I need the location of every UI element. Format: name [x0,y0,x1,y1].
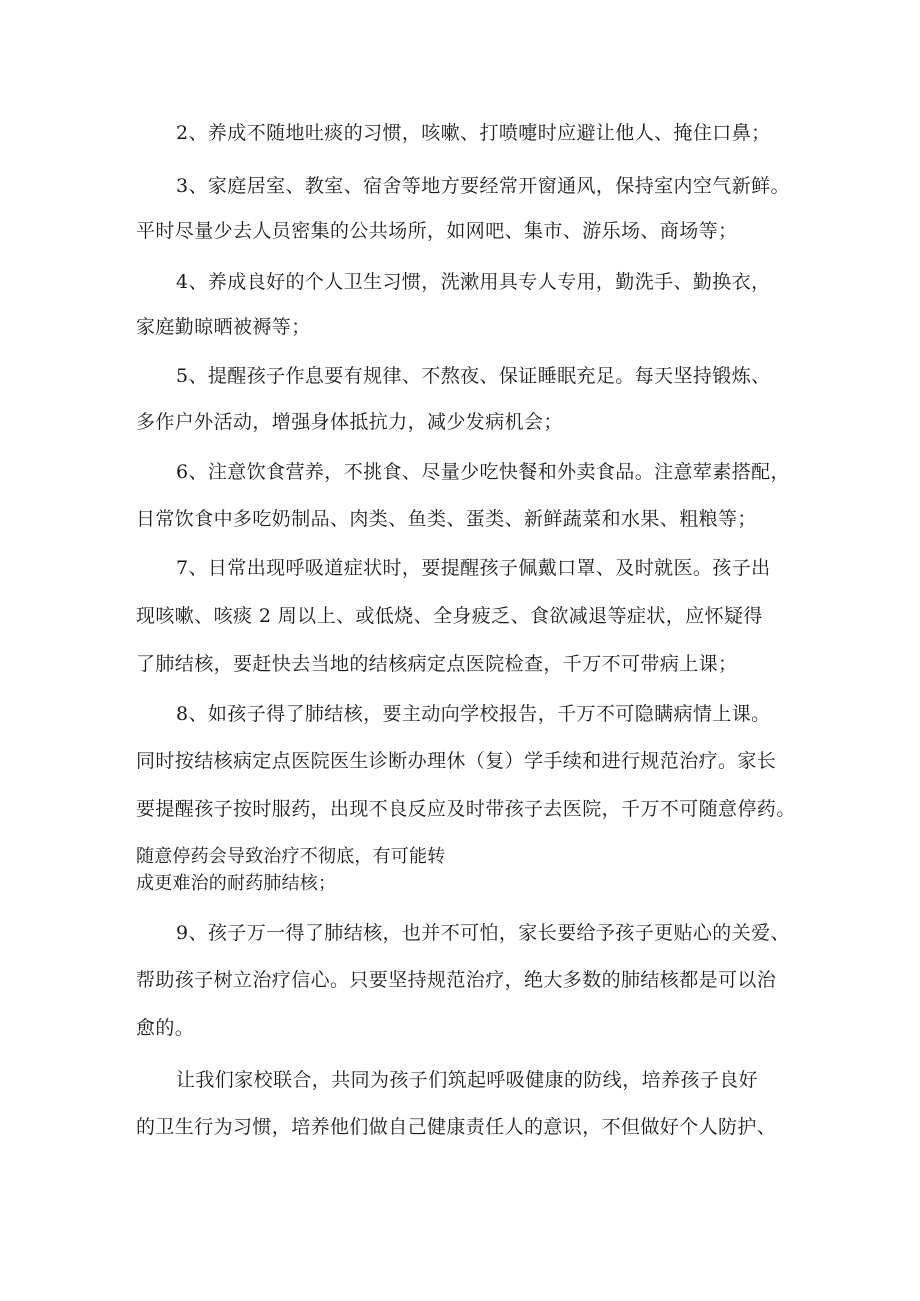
paragraph-3-line-1: 3、家庭居室、教室、宿舍等地方要经常开窗通风，保持室内空气新鲜。 [176,175,790,197]
paragraph-6-line-1: 6、注意饮食营养，不挑食、尽量少吃快餐和外卖食品。注意荤素搭配， [176,461,790,483]
paragraph-5-line-2: 多作户外活动，增强身体抵抗力，减少发病机会； [136,411,563,433]
paragraph-8-line-1: 8、如孩子得了肺结核，要主动向学校报告，千万不可隐瞒病情上课。 [176,703,771,725]
paragraph-9-line-2: 帮助孩子树立治疗信心。只要坚持规范治疗，绝大多数的肺结核都是可以治 [136,969,777,991]
paragraph-9-line-3: 愈的。 [136,1017,195,1039]
paragraph-3-line-2: 平时尽量少去人员密集的公共场所，如网吧、集市、游乐场、商场等； [136,220,738,242]
paragraph-9-line-1: 9、孩子万一得了肺结核，也并不可怕，家长要给予孩子更贴心的关爱、 [176,922,790,944]
paragraph-7-line-1: 7、日常出现呼吸道症状时，要提醒孩子佩戴口罩、及时就医。孩子出 [176,557,771,579]
paragraph-8-line-5: 成更难治的耐药肺结核； [136,873,337,894]
paragraph-7-line-2: 现咳嗽、咳痰 2 周以上、或低烧、全身疲乏、食欲减退等症状，应怀疑得 [136,605,763,627]
paragraph-4-line-2: 家庭勤晾晒被褥等； [136,316,311,338]
closing-paragraph-line-2: 的卫生行为习惯，培养他们做自己健康责任人的意识，不但做好个人防护、 [136,1116,777,1138]
paragraph-7-line-3: 了肺结核，要赶快去当地的结核病定点医院检查，千万不可带病上课； [136,653,738,675]
paragraph-8-line-2: 同时按结核病定点医院医生诊断办理休（复）学手续和进行规范治疗。家长 [136,750,777,772]
paragraph-4-line-1: 4、养成良好的个人卫生习惯，洗漱用具专人专用，勤洗手、勤换衣， [176,271,771,293]
paragraph-8-line-3: 要提醒孩子按时服药，出现不良反应及时带孩子去医院，千万不可随意停药。 [136,798,796,820]
paragraph-6-line-2: 日常饮食中多吃奶制品、肉类、鱼类、蛋类、新鲜蔬菜和水果、粗粮等； [136,508,757,530]
paragraph-2-line-1: 2、养成不随地吐痰的习惯，咳嗽、打喷嚏时应避让他人、掩住口鼻； [176,122,771,144]
closing-paragraph-line-1: 让我们家校联合，共同为孩子们筑起呼吸健康的防线，培养孩子良好 [176,1069,759,1091]
paragraph-5-line-1: 5、提醒孩子作息要有规律、不熬夜、保证睡眠充足。每天坚持锻炼、 [176,365,771,387]
paragraph-8-line-4: 随意停药会导致治疗不彻底，有可能转 [136,846,446,867]
